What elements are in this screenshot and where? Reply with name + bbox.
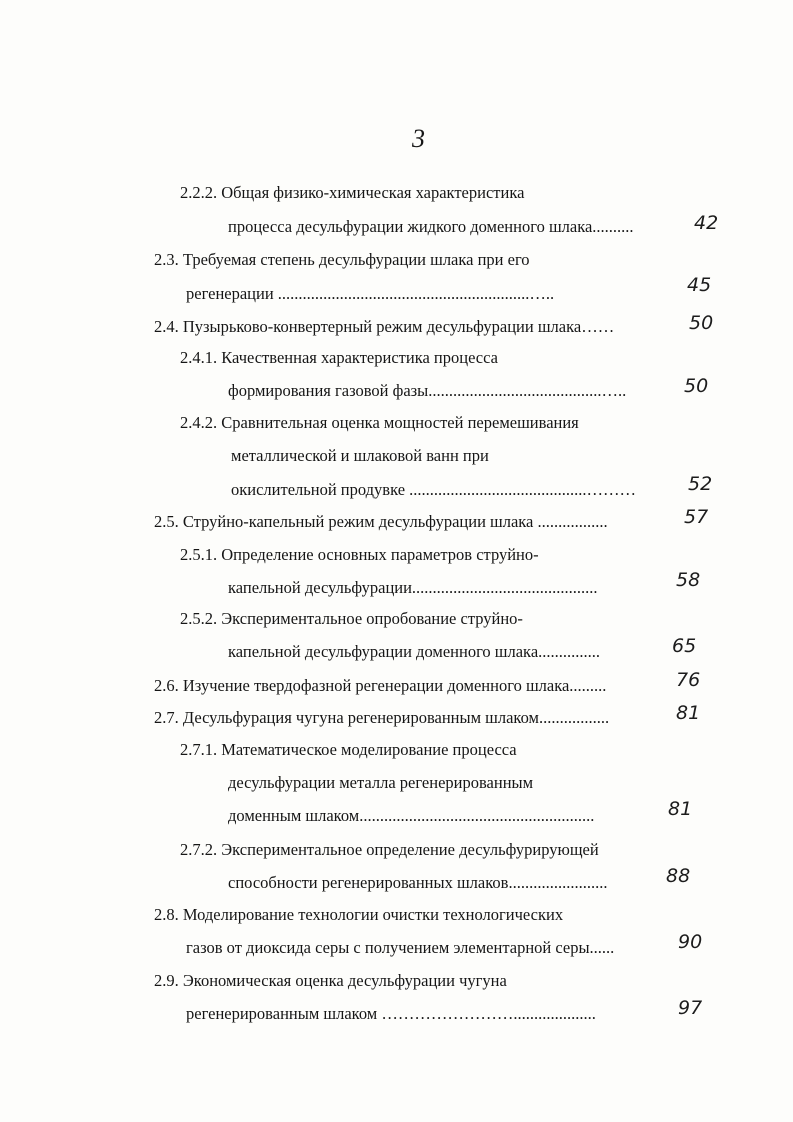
- toc-entry-2-7-1-title: 2.7.1. Математическое моделирование процесса: [180, 740, 517, 759]
- toc-entry-2-5-1-title: 2.5.1. Определение основных параметров струйно-: [180, 545, 539, 564]
- toc-entry-2-3-page: 45: [687, 274, 712, 296]
- toc-entry-2-5-title: 2.5. Струйно-капельный режим десульфурации шлака .................: [154, 512, 608, 531]
- page-number: 3: [412, 124, 426, 153]
- toc-entry-2-3-title: 2.3. Требуемая степень десульфурации шлака при его: [154, 250, 530, 269]
- toc-entry-2-7-1-page: 81: [668, 798, 693, 820]
- toc-entry-2-2-2-title: 2.2.2. Общая физико-химическая характеристика: [180, 183, 525, 202]
- toc-entry-2-5-page: 57: [684, 506, 709, 528]
- toc-entry-2-5-1-cont: капельной десульфурации.............................................: [228, 578, 598, 597]
- toc-entry-2-7-1-cont2: доменным шлаком.........................................................: [228, 806, 595, 825]
- toc-entry-2-7-page: 81: [676, 702, 701, 724]
- toc-entry-2-6-page: 76: [676, 669, 701, 691]
- toc-entry-2-4-1-title: 2.4.1. Качественная характеристика процесса: [180, 348, 498, 367]
- toc-entry-2-4-2-page: 52: [688, 473, 713, 495]
- toc-entry-2-6-title: 2.6. Изучение твердофазной регенерации доменного шлака.........: [154, 676, 607, 695]
- toc-entry-2-8-page: 90: [678, 931, 703, 953]
- toc-entry-2-4-1-cont: формирования газовой фазы..........................................…..: [228, 381, 627, 400]
- toc-entry-2-5-2-page: 65: [672, 635, 697, 657]
- toc-entry-2-4-title: 2.4. Пузырьково-конвертерный режим десульфурации шлака……: [154, 317, 615, 336]
- toc-entry-2-2-2-cont: процесса десульфурации жидкого доменного шлака..........: [228, 217, 634, 236]
- toc-entry-2-8-cont: газов от диоксида серы с получением элементарной серы......: [186, 938, 615, 957]
- toc-entry-2-9-page: 97: [678, 997, 703, 1019]
- toc-entry-2-5-2-title: 2.5.2. Экспериментальное опробование струйно-: [180, 609, 523, 628]
- toc-entry-2-8-title: 2.8. Моделирование технологии очистки технологических: [154, 905, 564, 924]
- toc-entry-2-2-2-page: 42: [694, 212, 719, 234]
- toc-entry-2-7-2-page: 88: [666, 865, 691, 887]
- toc-entry-2-7-1-cont: десульфурации металла регенерированным: [228, 773, 534, 792]
- toc-entry-2-9-title: 2.9. Экономическая оценка десульфурации чугуна: [154, 971, 507, 990]
- toc-entry-2-7-2-cont: способности регенерированных шлаков........................: [228, 873, 608, 892]
- toc-entry-2-4-2-cont2: окислительной продувке ...........................................………: [231, 480, 637, 499]
- toc-entry-2-4-2-title: 2.4.2. Сравнительная оценка мощностей перемешивания: [180, 413, 579, 432]
- toc-entry-2-7-title: 2.7. Десульфурация чугуна регенерированным шлаком.................: [154, 708, 610, 727]
- toc-entry-2-3-cont: регенерации .............................................................…..: [186, 284, 555, 303]
- toc-entry-2-9-cont: регенерированным шлаком ……………………....................: [186, 1004, 596, 1023]
- toc-entry-2-7-2-title: 2.7.2. Экспериментальное определение десульфурирующей: [180, 840, 599, 859]
- toc-entry-2-5-2-cont: капельной десульфурации доменного шлака...............: [228, 642, 601, 661]
- toc-entry-2-4-2-cont: металлической и шлаковой ванн при: [231, 446, 489, 465]
- toc-entry-2-4-page: 50: [689, 312, 714, 334]
- toc-entry-2-5-1-page: 58: [676, 569, 701, 591]
- toc-entry-2-4-1-page: 50: [684, 375, 709, 397]
